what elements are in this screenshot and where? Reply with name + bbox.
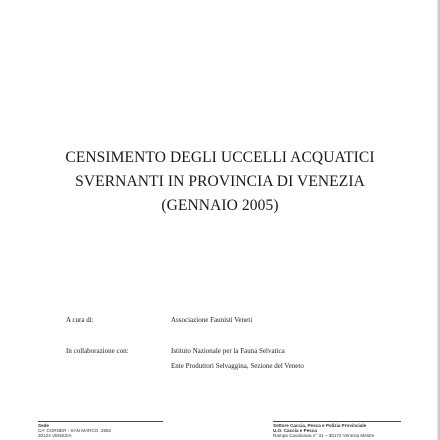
title-line: SVERNANTI IN PROVINCIA DI VENEZIA	[75, 173, 365, 190]
footer-left-address	[38, 423, 111, 439]
title-line: CENSIMENTO DEGLI UCCELLI ACQUATICI	[65, 149, 375, 166]
footer-right-line: Rampa Cavalcavia n° 31 – 30172 Venezia Mestre	[273, 433, 375, 439]
footer-left-line: 30124 VENEZIA	[38, 433, 72, 439]
footer-right-heading: Settore Caccia, Pesca e Polizia Provinciale	[273, 423, 367, 428]
footer-right-address	[273, 423, 374, 439]
footer-left-heading: Sede	[38, 423, 49, 428]
footer-left-line: CA' CORNER - SAN MARCO, 2662	[38, 428, 112, 434]
curated-by-label: A cura di:	[66, 316, 94, 324]
title-line: (GENNAIO 2005)	[161, 197, 279, 214]
footer-rule-left	[38, 421, 163, 422]
footer-right-subheading: U.O. Caccia e Pesca	[273, 428, 317, 434]
collaboration-value: Ente Produttori Selvaggina, Sezione del Veneto	[171, 362, 304, 370]
collaboration-label: In collaborazione con:	[66, 347, 129, 355]
footer-rule-right	[273, 421, 401, 422]
collaboration-value: Istituto Nazionale per la Fauna Selvatica	[171, 347, 285, 355]
curated-by-value: Associazione Faunisti Veneti	[171, 316, 253, 324]
